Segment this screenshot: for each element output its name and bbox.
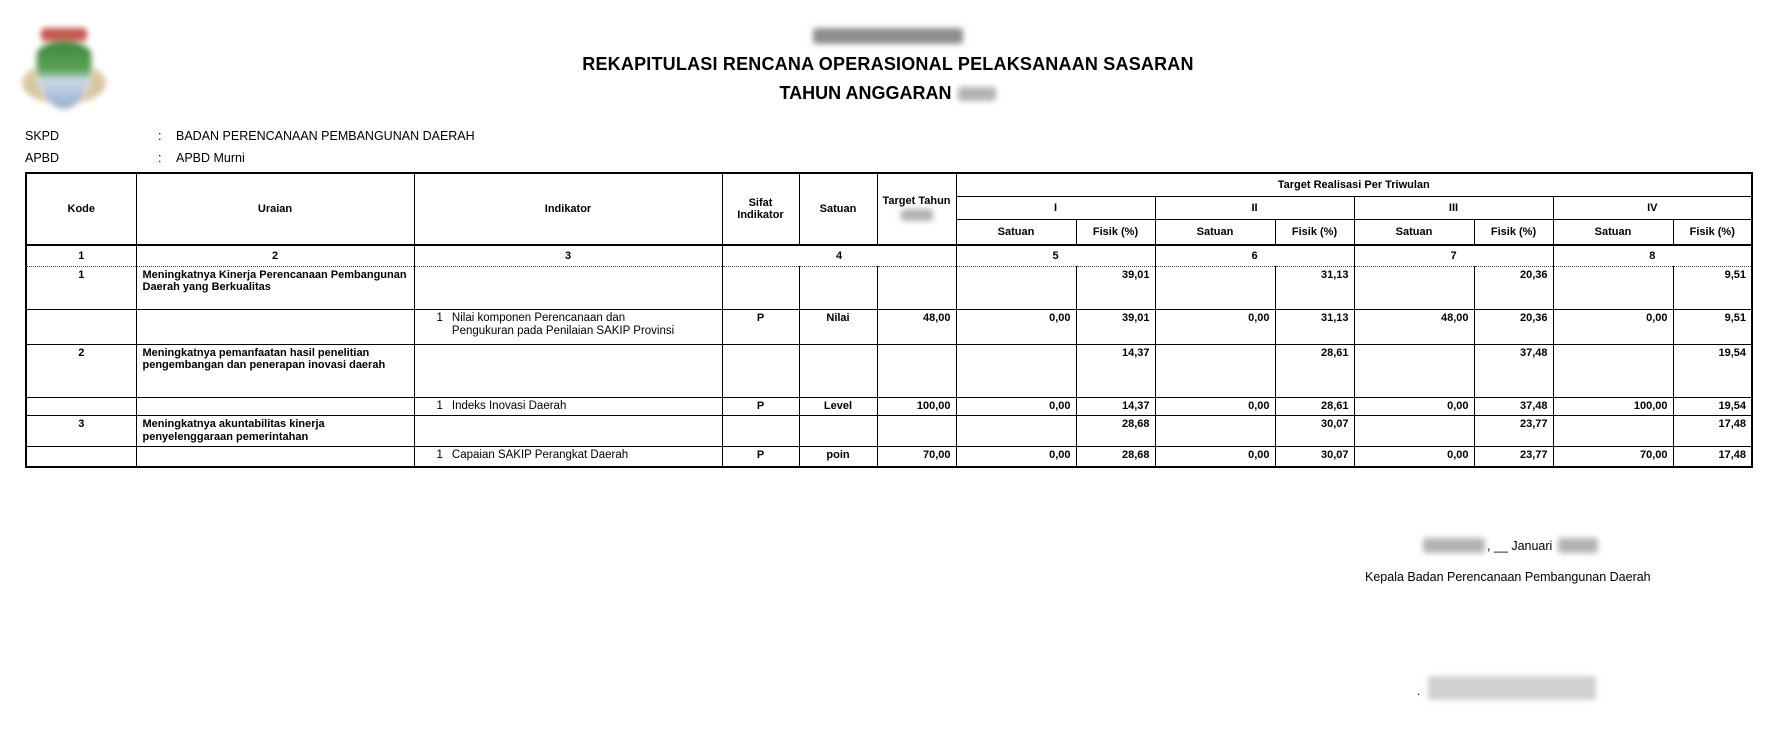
cell-q2-fisik: 28,61: [1275, 344, 1354, 397]
cell-q2-satuan: 0,00: [1155, 309, 1275, 344]
column-number: 3: [414, 245, 722, 266]
cell-q3-fisik: 37,48: [1474, 344, 1553, 397]
cell-q3-fisik: 23,77: [1474, 416, 1553, 446]
cell-target-tahun: 100,00: [877, 397, 956, 416]
cell-q2-fisik: 28,61: [1275, 397, 1354, 416]
col-header-target-realisasi: Target Realisasi Per Triwulan: [956, 173, 1752, 196]
column-number: 6: [1155, 245, 1354, 266]
col-header-target-tahun: [877, 173, 956, 245]
report-subtitle-text: TAHUN ANGGARAN: [779, 83, 952, 103]
cell-q4-satuan: 100,00: [1553, 397, 1673, 416]
cell-q3-fisik: 23,77: [1474, 446, 1553, 467]
cell-uraian: Meningkatnya Kinerja Perencanaan Pembangunan Daerah yang Berkualitas: [136, 266, 414, 309]
cell-sifat: P: [722, 309, 799, 344]
cell-satuan: Level: [799, 397, 877, 416]
cell-q2-satuan: 0,00: [1155, 446, 1275, 467]
cell-uraian-empty: [136, 397, 414, 416]
cell-q1-satuan-empty: [956, 266, 1076, 309]
signature-date-text: , __ Januari: [1487, 538, 1553, 553]
quarter-header-4: IV: [1553, 196, 1752, 219]
subheader-satuan-q3: Satuan: [1354, 219, 1474, 245]
cell-q2-fisik: 31,13: [1275, 266, 1354, 309]
apbd-value: APBD Murni: [176, 151, 245, 165]
skpd-row: [25, 129, 475, 143]
cell-q4-fisik: 17,48: [1673, 416, 1752, 446]
signature-date-line: [1423, 538, 1598, 553]
cell-satuan-empty: [799, 416, 877, 446]
cell-q2-satuan-empty: [1155, 266, 1275, 309]
cell-kode: 3: [26, 416, 136, 446]
cell-q3-fisik: 20,36: [1474, 266, 1553, 309]
table-row-indikator-2-1: [26, 397, 1752, 416]
cell-q1-satuan-empty: [956, 344, 1076, 397]
cell-q4-satuan: 0,00: [1553, 309, 1673, 344]
cell-q3-fisik: 37,48: [1474, 397, 1553, 416]
cell-q1-fisik: 39,01: [1076, 266, 1155, 309]
cell-indikator: [414, 309, 722, 344]
subheader-satuan-q2: Satuan: [1155, 219, 1275, 245]
table-row-sasaran-2: [26, 344, 1752, 397]
rekapitulasi-table: [25, 172, 1753, 468]
cell-indikator-empty: [414, 416, 722, 446]
cell-uraian: Meningkatnya akuntabilitas kinerja penyelenggaraan pemerintahan: [136, 416, 414, 446]
cell-q3-satuan: 48,00: [1354, 309, 1474, 344]
col-header-satuan: Satuan: [799, 173, 877, 245]
subheader-fisik-q2: Fisik (%): [1275, 219, 1354, 245]
signature-dot: .: [1417, 684, 1421, 698]
cell-satuan: poin: [799, 446, 877, 467]
cell-q4-fisik: 9,51: [1673, 266, 1752, 309]
cell-q4-fisik: 19,54: [1673, 397, 1752, 416]
subheader-satuan-q4: Satuan: [1553, 219, 1673, 245]
cell-q1-fisik: 28,68: [1076, 416, 1155, 446]
col-header-sifat-indikator: Sifat Indikator: [722, 173, 799, 245]
cell-kode-empty: [26, 446, 136, 467]
cell-kode-empty: [26, 309, 136, 344]
cell-target-empty: [877, 416, 956, 446]
column-number: 7: [1354, 245, 1553, 266]
skpd-value: BADAN PERENCANAAN PEMBANGUNAN DAERAH: [176, 129, 475, 143]
subheader-fisik-q4: Fisik (%): [1673, 219, 1752, 245]
apbd-colon: :: [158, 151, 162, 165]
cell-q1-fisik: 14,37: [1076, 344, 1155, 397]
table-row-indikator-3-1: [26, 446, 1752, 467]
cell-q4-satuan-empty: [1553, 344, 1673, 397]
indikator-number: 1: [436, 311, 443, 324]
cell-sifat-empty: [722, 266, 799, 309]
indikator-text: Capaian SAKIP Perangkat Daerah: [451, 448, 629, 461]
subheader-fisik-q1: Fisik (%): [1076, 219, 1155, 245]
table-row-indikator-1-1: [26, 309, 1752, 344]
cell-q4-satuan-empty: [1553, 416, 1673, 446]
cell-q4-satuan-empty: [1553, 266, 1673, 309]
cell-kode: 2: [26, 344, 136, 397]
cell-uraian-empty: [136, 446, 414, 467]
skpd-label: SKPD: [25, 129, 60, 143]
column-number: 2: [136, 245, 414, 266]
cell-q1-satuan-empty: [956, 416, 1076, 446]
indikator-number: 1: [436, 448, 443, 461]
cell-uraian: Meningkatnya pemanfaatan hasil penelitian pengembangan dan penerapan inovasi daerah: [136, 344, 414, 397]
cell-target-tahun: 70,00: [877, 446, 956, 467]
col-header-kode: Kode: [26, 173, 136, 245]
column-number: 8: [1553, 245, 1752, 266]
cell-indikator-empty: [414, 266, 722, 309]
cell-q1-satuan: 0,00: [956, 309, 1076, 344]
table-row-sasaran-3: [26, 416, 1752, 446]
cell-q4-fisik: 19,54: [1673, 344, 1752, 397]
cell-q2-fisik: 30,07: [1275, 416, 1354, 446]
cell-satuan-empty: [799, 344, 877, 397]
cell-q4-fisik: 17,48: [1673, 446, 1752, 467]
cell-q3-satuan-empty: [1354, 344, 1474, 397]
cell-q1-satuan: 0,00: [956, 446, 1076, 467]
cell-indikator-empty: [414, 344, 722, 397]
redacted-city-name: [1423, 538, 1485, 553]
cell-q3-fisik: 20,36: [1474, 309, 1553, 344]
column-number: 4: [722, 245, 956, 266]
cell-q2-satuan-empty: [1155, 416, 1275, 446]
cell-kode: 1: [26, 266, 136, 309]
cell-q3-satuan: 0,00: [1354, 397, 1474, 416]
apbd-row: [25, 151, 245, 165]
cell-q2-fisik: 31,13: [1275, 309, 1354, 344]
cell-satuan: Nilai: [799, 309, 877, 344]
cell-q3-satuan-empty: [1354, 266, 1474, 309]
column-number: 5: [956, 245, 1155, 266]
cell-q1-fisik: 14,37: [1076, 397, 1155, 416]
cell-q4-fisik: 9,51: [1673, 309, 1752, 344]
indikator-text: Indeks Inovasi Daerah: [451, 399, 567, 412]
quarter-header-2: II: [1155, 196, 1354, 219]
redacted-signature-year: [1558, 538, 1598, 553]
redacted-province-name: [813, 28, 963, 44]
report-subtitle: [25, 83, 1751, 104]
cell-q1-fisik: 28,68: [1076, 446, 1155, 467]
col-header-uraian: Uraian: [136, 173, 414, 245]
target-tahun-label: Target Tahun: [882, 194, 951, 207]
quarter-header-3: III: [1354, 196, 1553, 219]
cell-sifat: P: [722, 446, 799, 467]
subheader-satuan-q1: Satuan: [956, 219, 1076, 245]
cell-satuan-empty: [799, 266, 877, 309]
cell-q4-satuan: 70,00: [1553, 446, 1673, 467]
cell-uraian-empty: [136, 309, 414, 344]
redacted-budget-year: [958, 87, 996, 101]
skpd-colon: :: [158, 129, 162, 143]
cell-sifat-empty: [722, 416, 799, 446]
quarter-header-1: I: [956, 196, 1155, 219]
cell-q1-fisik: 39,01: [1076, 309, 1155, 344]
subheader-fisik-q3: Fisik (%): [1474, 219, 1553, 245]
cell-sifat: P: [722, 397, 799, 416]
cell-q3-satuan-empty: [1354, 416, 1474, 446]
cell-target-empty: [877, 266, 956, 309]
column-number: 1: [26, 245, 136, 266]
col-header-indikator: Indikator: [414, 173, 722, 245]
cell-target-tahun: 48,00: [877, 309, 956, 344]
indikator-text: Nilai komponen Perencanaan dan Pengukuran pada Penilaian SAKIP Provinsi: [451, 311, 675, 338]
cell-target-empty: [877, 344, 956, 397]
table-row-sasaran-1: [26, 266, 1752, 309]
apbd-label: APBD: [25, 151, 60, 165]
redacted-signature-name: [1428, 676, 1596, 700]
report-title: REKAPITULASI RENCANA OPERASIONAL PELAKSANAAN SASARAN: [582, 54, 1194, 74]
cell-q2-satuan: 0,00: [1155, 397, 1275, 416]
cell-indikator: [414, 446, 722, 467]
logo-banner-shape: [41, 28, 87, 41]
redacted-target-year: [901, 209, 933, 221]
cell-indikator: [414, 397, 722, 416]
cell-kode-empty: [26, 397, 136, 416]
indikator-number: 1: [436, 399, 443, 412]
signature-official-title: Kepala Badan Perencanaan Pembangunan Daerah: [1365, 570, 1651, 584]
cell-q2-satuan-empty: [1155, 344, 1275, 397]
cell-q2-fisik: 30,07: [1275, 446, 1354, 467]
cell-q1-satuan: 0,00: [956, 397, 1076, 416]
cell-q3-satuan: 0,00: [1354, 446, 1474, 467]
cell-sifat-empty: [722, 344, 799, 397]
